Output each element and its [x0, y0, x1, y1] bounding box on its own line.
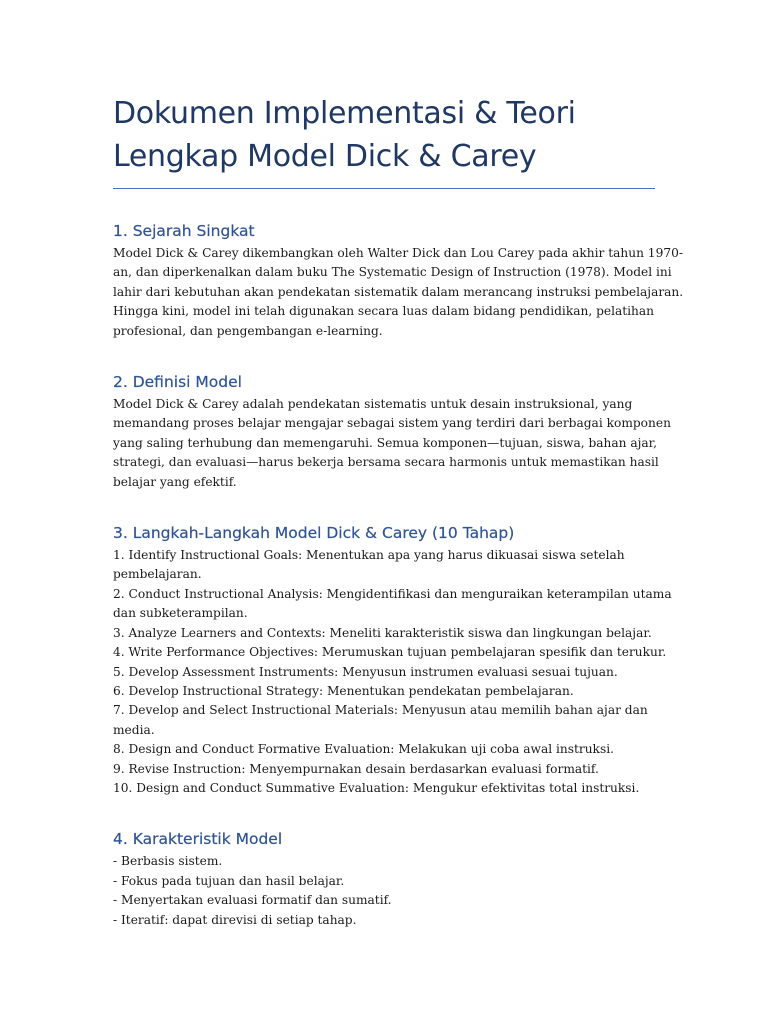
list-item: dan subketerampilan. — [113, 606, 248, 621]
section-langkah-langkah — [113, 522, 672, 798]
list-item: 8. Design and Conduct Formative Evaluation: Melakukan uji coba awal instruksi. — [113, 742, 614, 757]
list-item: 4. Write Performance Objectives: Merumuskan tujuan pembelajaran spesifik dan terukur. — [113, 645, 667, 660]
list-item: - Menyertakan evaluasi formatif dan sumatif. — [113, 893, 392, 908]
list-item: 7. Develop and Select Instructional Materials: Menyusun atau memilih bahan ajar dan — [113, 703, 648, 718]
section-sejarah-singkat — [113, 220, 684, 341]
text-line: memandang proses belajar mengajar sebagai sistem yang terdiri dari berbagai komponen — [113, 416, 671, 431]
document-title-line-1: Dokumen Implementasi & Teori — [113, 96, 576, 131]
list-item: 9. Revise Instruction: Menyempurnakan desain berdasarkan evaluasi formatif. — [113, 761, 599, 776]
text-line: profesional, dan pengembangan e-learning. — [113, 323, 383, 338]
document-title-line-2: Lengkap Model Dick & Carey — [113, 139, 537, 174]
section-paragraph — [113, 244, 684, 341]
document-page — [113, 92, 684, 930]
text-line: lahir dari kebutuhan akan pendekatan sistematik dalam merancang instruksi pembelajaran. — [113, 284, 684, 299]
steps-list — [113, 546, 672, 798]
list-item: - Iteratif: dapat direvisi di setiap tahap. — [113, 912, 357, 927]
section-paragraph — [113, 395, 671, 492]
title-divider — [113, 188, 655, 189]
list-item: pembelajaran. — [113, 567, 202, 582]
list-item: 3. Analyze Learners and Contexts: Meneliti karakteristik siswa dan lingkungan belajar. — [113, 625, 652, 640]
text-line: an, dan diperkenalkan dalam buku The Systematic Design of Instruction (1978). Model ini — [113, 265, 672, 280]
list-item: 1. Identify Instructional Goals: Menentukan apa yang harus dikuasai siswa setelah — [113, 548, 625, 563]
list-item: 6. Develop Instructional Strategy: Menentukan pendekatan pembelajaran. — [113, 683, 574, 698]
characteristics-list — [113, 852, 658, 930]
text-line: Model Dick & Carey dikembangkan oleh Walter Dick dan Lou Carey pada akhir tahun 1970- — [113, 246, 683, 260]
list-item: - Fokus pada tujuan dan hasil belajar. — [113, 873, 345, 888]
text-line: belajar yang efektif. — [113, 474, 237, 489]
section-karakteristik-model — [113, 828, 658, 930]
list-item: 5. Develop Assessment Instruments: Menyusun instrumen evaluasi sesuai tujuan. — [113, 664, 618, 679]
section-heading: 3. Langkah-Langkah Model Dick & Carey (10 Tahap) — [113, 524, 515, 543]
list-item: 2. Conduct Instructional Analysis: Mengidentifikasi dan menguraikan keterampilan utama — [113, 586, 672, 601]
section-heading: 1. Sejarah Singkat — [113, 222, 255, 240]
section-definisi-model — [113, 371, 671, 492]
text-line: strategi, dan evaluasi—harus bekerja bersama secara harmonis untuk memastikan hasil — [113, 455, 659, 470]
list-item: media. — [113, 722, 155, 737]
list-item: - Berbasis sistem. — [113, 854, 223, 869]
section-heading: 2. Definisi Model — [113, 373, 242, 392]
text-line: Model Dick & Carey adalah pendekatan sistematis untuk desain instruksional, yang — [113, 397, 633, 412]
text-line: yang saling terhubung dan memengaruhi. Semua komponen—tujuan, siswa, bahan ajar, — [113, 435, 658, 450]
text-line: Hingga kini, model ini telah digunakan secara luas dalam bidang pendidikan, pelatihan — [113, 304, 655, 319]
section-heading: 4. Karakteristik Model — [113, 830, 283, 849]
document-title — [113, 92, 658, 178]
list-item: 10. Design and Conduct Summative Evaluation: Mengukur efektivitas total instruksi. — [113, 780, 640, 795]
